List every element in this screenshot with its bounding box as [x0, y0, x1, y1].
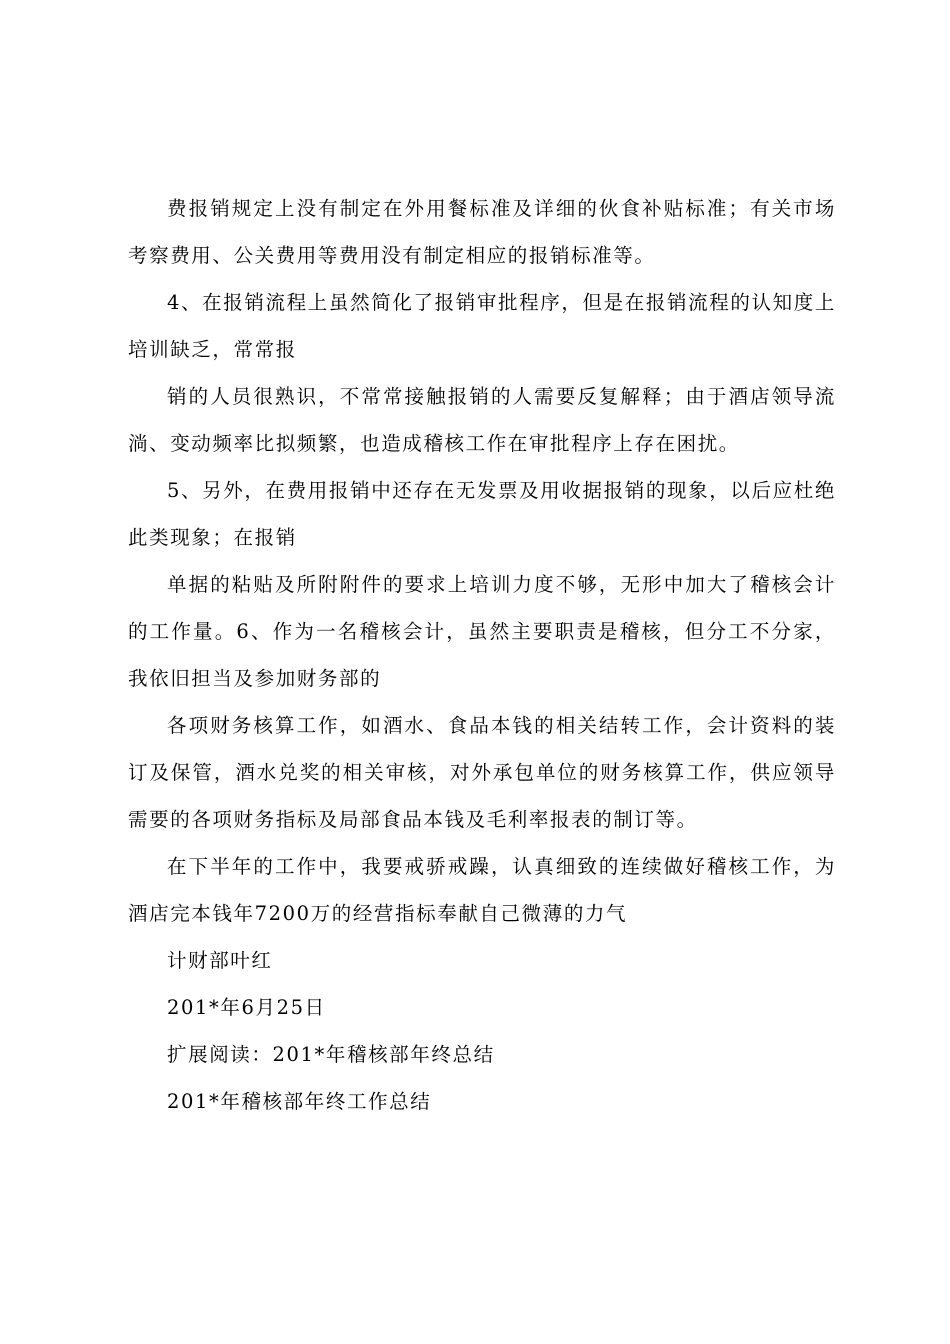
signature-department: 计财部叶红 — [167, 949, 273, 972]
paragraph-point-5: 5、另外，在费用报销中还存在无发票及用收据报销的现象，以后应杜绝此类现象；在报销 — [128, 479, 836, 549]
paragraph-point-4-continued: 销的人员很熟识，不常常接触报销的人需要反复解释；由于酒店领导流淌、变动频率比拟频繁，也造成稽核工作在审批程序上存在困扰。 — [128, 385, 836, 455]
paragraph-point-5-continued: 单据的粘贴及所附附件的要求上培训力度不够，无形中加大了稽核会计的工作量。6、作为一名稽核会计，虽然主要职责是稽核，但分工不分家，我依旧担当及参加财务部的 — [128, 573, 836, 690]
paragraph-point-6-continued: 各项财务核算工作，如酒水、食品本钱的相关结转工作，会计资料的装订及保管，酒水兑奖的相关审核，对外承包单位的财务核算工作，供应领导需要的各项财务指标及局部食品本钱及毛利率报表的制订等。 — [128, 714, 836, 831]
paragraph-second-half-plan: 在下半年的工作中，我要戒骄戒躁，认真细致的连续做好稽核工作，为酒店完本钱年7200万的经营指标奉献自己微薄的力气 — [128, 855, 836, 925]
signature-date: 201*年6月25日 — [167, 996, 326, 1019]
next-section-title: 201*年稽核部年终工作总结 — [167, 1090, 432, 1113]
extended-reading-label: 扩展阅读：201*年稽核部年终总结 — [167, 1043, 495, 1066]
paragraph-expense-standards: 费报销规定上没有制定在外用餐标准及详细的伙食补贴标准；有关市场考察费用、公关费用等费用没有制定相应的报销标准等。 — [128, 197, 836, 267]
paragraph-point-4: 4、在报销流程上虽然简化了报销审批程序，但是在报销流程的认知度上培训缺乏，常常报 — [128, 291, 836, 361]
document-body — [128, 185, 836, 1125]
